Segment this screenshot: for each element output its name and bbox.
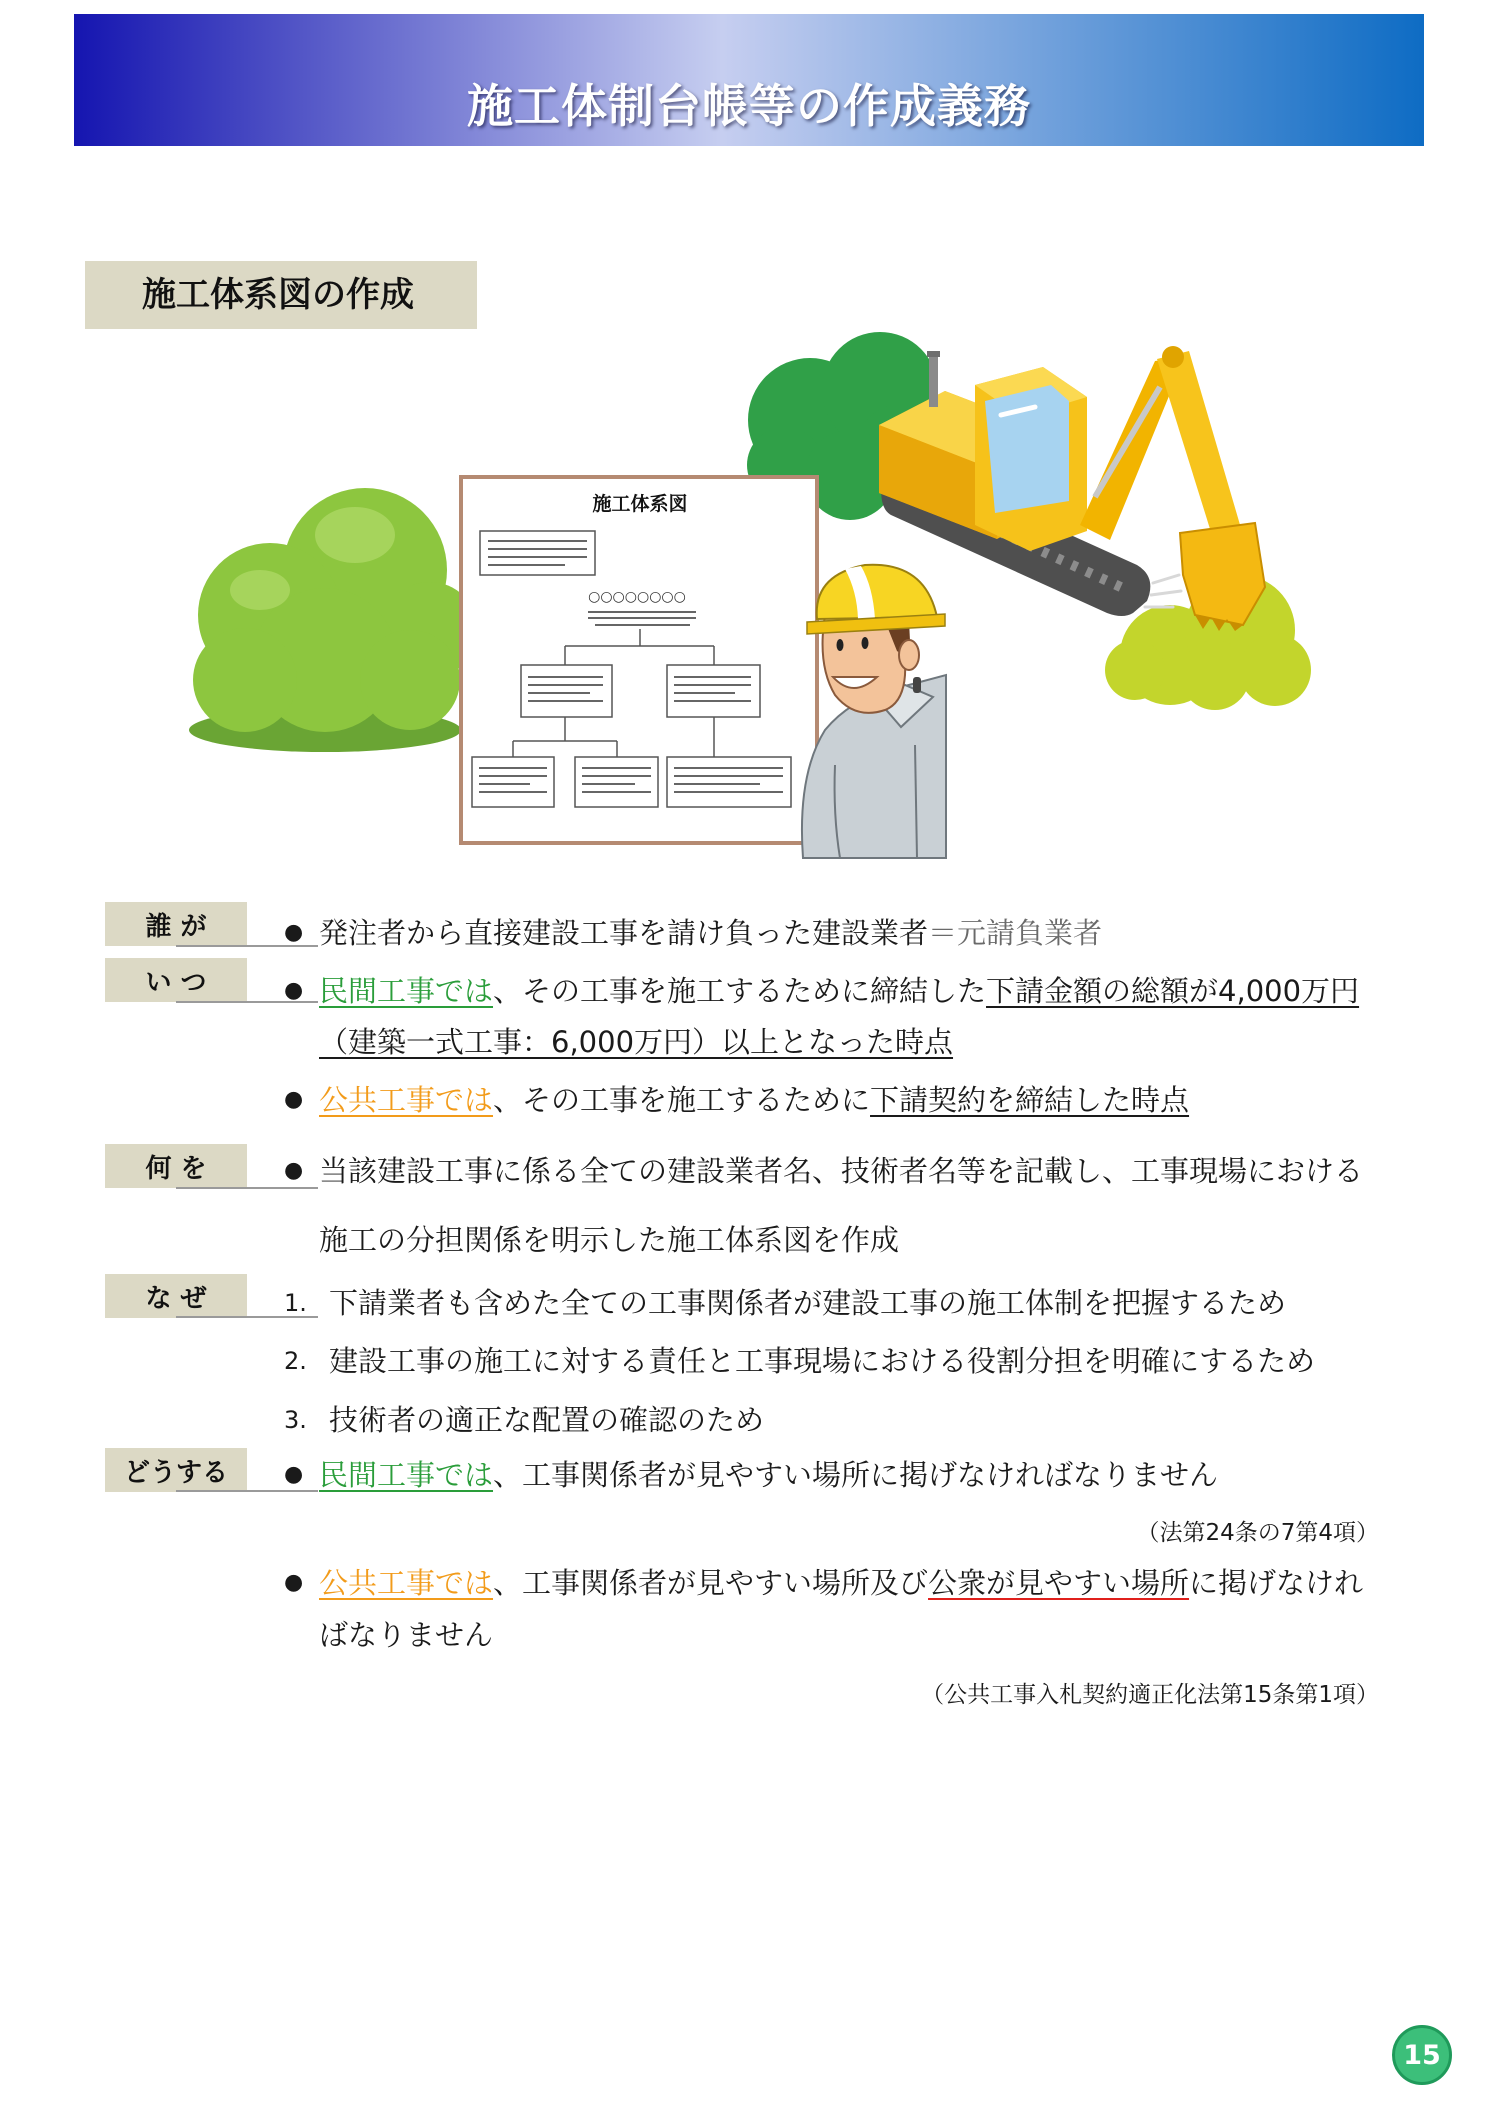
hard-hat-icon [807, 565, 945, 634]
public-works-lead: 公共工事では [319, 1566, 494, 1600]
excavator [879, 346, 1265, 631]
org-chart-title: 施工体系図 [592, 493, 688, 515]
label-who: 誰 が [105, 902, 247, 946]
label-how: どうする [105, 1448, 247, 1492]
how-private-line [284, 1457, 1218, 1493]
exhaust-cap [927, 351, 940, 357]
when-private-line2 [319, 1024, 953, 1060]
bullet: ● [284, 1087, 304, 1112]
how-public-line [284, 1565, 1363, 1601]
when-private-mid: 、その工事を施工するために締結した [493, 974, 987, 1008]
construction-illustration [185, 325, 1315, 870]
left-bush [189, 488, 478, 752]
private-works-lead: 民間工事では [319, 1458, 494, 1492]
what-text-line2: 施工の分担関係を明示した施工体系図を作成 [319, 1223, 900, 1257]
how-public-tail: に掲げなけれ [1189, 1566, 1364, 1600]
why-item-number: 1. [284, 1289, 307, 1317]
when-public-timing: 下請契約を締結した時点 [870, 1083, 1190, 1117]
public-works-lead: 公共工事では [319, 1083, 494, 1117]
page-number-badge: 15 [1392, 2025, 1452, 2085]
when-private-line [284, 973, 1359, 1009]
bullet: ● [284, 920, 304, 945]
who-text: 発注者から直接建設工事を請け負った建設業者 [319, 916, 929, 950]
org-chart-top-box [480, 531, 595, 575]
label-when: い つ [105, 958, 247, 1002]
why-item-number: 3. [284, 1406, 307, 1434]
worker-ear [899, 640, 919, 670]
when-public-line [284, 1082, 1189, 1118]
how-public-mid: 、工事関係者が見やすい場所及び [493, 1566, 929, 1600]
legal-reference-public: （公共工事入札契約適正化法第15条第1項） [921, 1682, 1379, 1708]
worker [802, 565, 946, 858]
who-suffix: ＝元請負業者 [928, 916, 1103, 950]
why-item [284, 1402, 764, 1438]
section-heading [85, 261, 477, 329]
what-text-line1: 当該建設工事に係る全ての建設業者名、技術者名等を記載し、工事現場における [319, 1154, 1364, 1188]
org-chart-prime-contractor: ○○○○○○○○ [588, 589, 686, 605]
why-item-text: 建設工事の施工に対する責任と工事現場における役割分担を明確にするため [329, 1344, 1316, 1378]
excavator-arm [1157, 351, 1243, 545]
what-line2 [319, 1222, 899, 1258]
how-private-text: 、工事関係者が見やすい場所に掲げなければなりません [493, 1458, 1219, 1492]
what-line [284, 1153, 1363, 1189]
when-public-mid: 、その工事を施工するために [493, 1083, 871, 1117]
bullet: ● [284, 978, 304, 1003]
legal-reference-private: （法第24条の7第4項） [1136, 1520, 1379, 1546]
title-banner [74, 14, 1424, 146]
why-item [284, 1343, 1315, 1379]
bullet: ● [284, 1462, 304, 1487]
when-private-threshold: 下請金額の総額が4,000万円 [986, 974, 1360, 1008]
how-public-text-line2: ばなりません [319, 1618, 494, 1652]
how-public-line2 [319, 1617, 493, 1653]
label-why: な ぜ [105, 1274, 247, 1318]
excavator-dust [1145, 575, 1181, 607]
worker-headset [913, 677, 921, 693]
why-item-number: 2. [284, 1347, 307, 1375]
why-item-text: 技術者の適正な配置の確認のため [329, 1403, 765, 1437]
bullet: ● [284, 1570, 304, 1595]
private-works-lead: 民間工事では [319, 974, 494, 1008]
label-what: 何 を [105, 1144, 247, 1188]
worker-eye-right [862, 637, 869, 649]
when-private-threshold-building: （建築一式工事：6,000万円）以上となった時点 [319, 1025, 954, 1059]
how-public-emphasis: 公衆が見やすい場所 [928, 1566, 1190, 1600]
org-chart-document [461, 477, 817, 843]
arm-joint [1162, 346, 1184, 368]
bullet: ● [284, 1158, 304, 1183]
org-chart-lower-boxes [472, 757, 791, 807]
section-heading-text: 施工体系図の作成 [142, 275, 414, 315]
page-title: 施工体制台帳等の作成義務 [467, 79, 1031, 133]
worker-eye-left [837, 639, 844, 651]
cab-window [985, 385, 1069, 513]
excavator-cab [975, 367, 1087, 551]
why-item [284, 1285, 1286, 1321]
why-item-text: 下請業者も含めた全ての工事関係者が建設工事の施工体制を把握するため [329, 1286, 1287, 1320]
who-line [284, 915, 1102, 951]
exhaust-pipe [929, 355, 938, 407]
